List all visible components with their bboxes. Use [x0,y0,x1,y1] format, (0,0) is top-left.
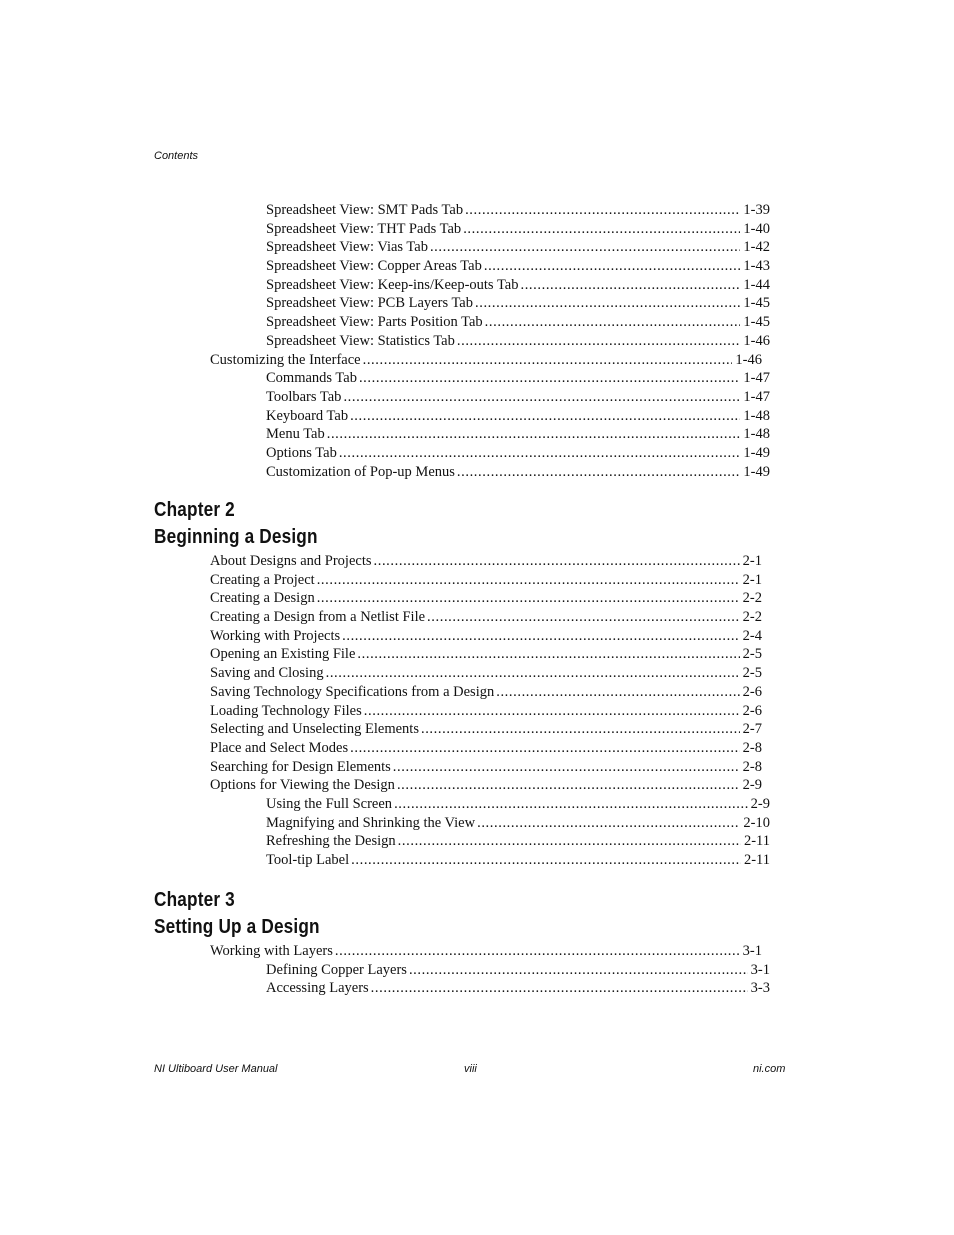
toc-entry[interactable] [154,407,786,426]
toc-entry-page: 1-43 [743,258,770,275]
toc-entry-page: 1-46 [735,351,762,368]
dot-leader [394,795,748,814]
toc-entry-page: 1-45 [743,314,770,331]
toc-entry-row [266,257,770,276]
dot-leader [350,739,740,758]
toc-entry[interactable] [154,832,786,851]
toc-entry-title: Working with Projects [210,627,341,644]
toc-entry-row [210,589,762,608]
toc-entry-row [266,294,770,313]
toc-entry-page: 2-6 [742,683,762,700]
chapter-title: Beginning a Design [154,526,318,548]
toc-entry-page: 2-9 [742,777,762,794]
footer-manual-title: NI Ultiboard User Manual [154,1063,278,1075]
dot-leader [343,388,740,407]
toc-entry[interactable] [154,776,786,795]
dot-leader [326,664,740,683]
toc-entry-row [266,961,770,980]
toc-entry[interactable] [154,720,786,739]
dot-leader [496,683,739,702]
toc-entry-page: 2-2 [742,590,762,607]
toc-entry-title: Saving and Closing [210,665,324,682]
toc-entry[interactable] [154,201,786,220]
toc-entry-title: Creating a Project [210,571,315,588]
toc-entry-row [210,608,762,627]
toc-entry-page: 2-11 [743,852,770,868]
toc-entry-title: Customizing the Interface [210,351,361,368]
toc-entry-page: 1-40 [743,220,770,237]
dot-leader [357,645,739,664]
toc-entry-row [210,776,762,795]
toc-entry-title: Spreadsheet View: Keep-ins/Keep-outs Tab [266,276,519,293]
toc-entry-row [266,388,770,407]
toc-entry-title: Using the Full Screen [266,795,393,812]
toc-entry-page: 1-49 [743,444,770,461]
toc-entry-row [210,552,762,571]
dot-leader [477,814,740,833]
toc-entry-title: Spreadsheet View: Vias Tab [266,239,428,256]
toc-entry-page: 3-1 [750,961,770,978]
toc-entry[interactable] [154,463,786,482]
toc-entry[interactable] [154,444,786,463]
toc-entry-page: 1-39 [743,202,770,218]
toc-entry-page: 3-1 [742,943,762,959]
dot-leader [427,608,740,627]
toc-entry[interactable] [154,332,786,351]
footer-page-number: viii [464,1063,477,1075]
toc-entry-row [210,720,762,739]
toc-entry-title: Spreadsheet View: Statistics Tab [266,332,455,349]
toc-entry-page: 1-47 [743,370,770,387]
dot-leader [398,832,741,851]
chapter-label: Chapter 3 [154,889,235,911]
toc-entry[interactable] [154,589,786,608]
toc-entry-page: 1-48 [743,426,770,443]
dot-leader [317,589,740,608]
chapter-title: Setting Up a Design [154,916,320,938]
toc-entry-row [266,220,770,239]
toc-entry-title: Spreadsheet View: THT Pads Tab [266,220,462,237]
toc-entry[interactable] [154,739,786,758]
toc-entry-title: Creating a Design from a Netlist File [210,609,426,626]
dot-leader [484,257,741,276]
dot-leader [393,758,740,777]
dot-leader [371,979,748,998]
toc-entry-row [210,645,762,664]
toc-entry-title: Spreadsheet View: SMT Pads Tab [266,202,464,218]
toc-entry-row [266,238,770,257]
toc-entry[interactable] [154,979,786,998]
toc-entry-title: Toolbars Tab [266,388,342,405]
toc-entry[interactable] [154,942,786,961]
toc-entry-row [266,425,770,444]
toc-entry-page: 2-11 [743,833,770,850]
toc-entry-page: 2-4 [742,627,762,644]
toc-entry-page: 2-8 [742,739,762,756]
toc-entry-title: Creating a Design [210,590,315,607]
toc-entry[interactable] [154,276,786,295]
toc-entry-row [266,832,770,851]
dot-leader [317,571,740,590]
toc-entry-page: 3-3 [750,980,770,997]
toc-entry-row [266,369,770,388]
toc-entry-title: Tool-tip Label [266,852,350,868]
toc-entry-title: Menu Tab [266,426,325,443]
chapter-label: Chapter 2 [154,499,235,521]
dot-leader [457,463,741,482]
toc-entry-row [266,851,770,870]
toc-entry-row [210,758,762,777]
toc-entry-page: 1-46 [743,332,770,349]
toc-entry-row [210,627,762,646]
toc-entry-title: Saving Technology Specifications from a Design [210,683,495,700]
toc-entry-row [266,979,770,998]
toc-entry[interactable] [154,664,786,683]
footer-website: ni.com [753,1063,786,1075]
toc-entry[interactable] [154,388,786,407]
dot-leader [397,776,740,795]
toc-entry-row [266,814,770,833]
toc-entry-page: 1-45 [743,295,770,312]
toc-entry-title: Defining Copper Layers [266,961,407,978]
toc-entry-title: Keyboard Tab [266,407,349,424]
dot-leader [359,369,740,388]
toc-entry[interactable] [154,369,786,388]
toc-entry-title: Working with Layers [210,943,333,959]
dot-leader [485,313,741,332]
toc-entry[interactable] [154,627,786,646]
chapter-2-section [154,497,786,870]
dot-leader [463,220,740,239]
toc-entry[interactable] [154,702,786,721]
toc-entry-page: 2-1 [742,571,762,588]
toc-entry[interactable] [154,425,786,444]
dot-leader [520,276,740,295]
toc-entry[interactable] [154,851,786,870]
toc-entry-title: Selecting and Unselecting Elements [210,721,419,738]
toc-entry[interactable] [154,220,786,239]
toc-entry[interactable] [154,758,786,777]
toc-entry[interactable] [154,257,786,276]
toc-entry[interactable] [154,294,786,313]
toc-entry[interactable] [154,961,786,980]
chapter-entries [154,552,786,870]
toc-entry-row [266,795,770,814]
toc-entry-row [266,313,770,332]
dot-leader [465,201,740,220]
toc-entry-row [210,351,762,370]
toc-entry-page: 2-1 [742,553,762,569]
toc-entry[interactable] [154,552,786,571]
toc-entry-title: Options for Viewing the Design [210,777,395,794]
chapter-3-section [154,887,786,998]
toc-entry-title: Spreadsheet View: Copper Areas Tab [266,258,482,275]
toc-entry[interactable] [154,608,786,627]
toc-continued-list [154,201,786,481]
dot-leader [339,444,741,463]
toc-entry-title: Accessing Layers [266,980,369,997]
toc-entry-row [266,444,770,463]
toc-entry-page: 1-42 [743,239,770,256]
toc-entry-row [210,739,762,758]
toc-entry-page: 1-48 [743,407,770,424]
toc-entry[interactable] [154,683,786,702]
dot-leader [335,942,740,961]
toc-entry-title: Searching for Design Elements [210,758,391,775]
toc-entry[interactable] [154,795,786,814]
dot-leader [327,425,741,444]
toc-entry-title: Spreadsheet View: Parts Position Tab [266,314,483,331]
dot-leader [374,552,740,571]
toc-entry-page: 2-10 [743,814,770,831]
toc-entry-page: 2-5 [742,665,762,682]
dot-leader [475,294,740,313]
toc-entry-title: Loading Technology Files [210,702,362,719]
toc-entry-row [266,407,770,426]
toc-entry-title: Magnifying and Shrinking the View [266,814,476,831]
toc-entry-row [210,683,762,702]
toc-entry-page: 2-9 [750,795,770,812]
toc-entry-page: 1-49 [743,463,770,480]
toc-entry-page: 1-47 [743,388,770,405]
toc-entry-title: Spreadsheet View: PCB Layers Tab [266,295,473,312]
toc-entry-row [266,201,770,220]
toc-entry-page: 2-2 [742,609,762,626]
toc-entry-page: 1-44 [743,276,770,293]
toc-entry-row [266,276,770,295]
toc-entry[interactable] [154,351,786,370]
toc-entry-title: Commands Tab [266,370,357,387]
dot-leader [363,351,733,370]
toc-entry-title: Options Tab [266,444,337,461]
dot-leader [457,332,741,351]
toc-entry-row [210,571,762,590]
dot-leader [421,720,740,739]
toc-entry-title: About Designs and Projects [210,553,372,569]
toc-entry-row [210,942,762,961]
dot-leader [351,851,741,870]
dot-leader [430,238,740,257]
dot-leader [342,627,740,646]
toc-entry-page: 2-7 [742,721,762,738]
dot-leader [409,961,748,980]
toc-entry-row [210,702,762,721]
toc-entry-row [266,463,770,482]
toc-entry[interactable] [154,571,786,590]
chapter-entries [154,942,786,998]
toc-entry-title: Refreshing the Design [266,833,396,850]
toc-entry-row [210,664,762,683]
toc-entry-title: Place and Select Modes [210,739,349,756]
toc-entry[interactable] [154,645,786,664]
toc-entry-title: Opening an Existing File [210,646,356,663]
toc-entry[interactable] [154,313,786,332]
toc-entry[interactable] [154,814,786,833]
toc-entry-title: Customization of Pop-up Menus [266,463,455,480]
dot-leader [364,702,740,721]
toc-entry-page: 2-6 [742,702,762,719]
running-header: Contents [154,150,199,162]
toc-entry-page: 2-5 [742,646,762,663]
toc-entry-row [266,332,770,351]
toc-entry-page: 2-8 [742,758,762,775]
toc-entry[interactable] [154,238,786,257]
dot-leader [350,407,740,426]
